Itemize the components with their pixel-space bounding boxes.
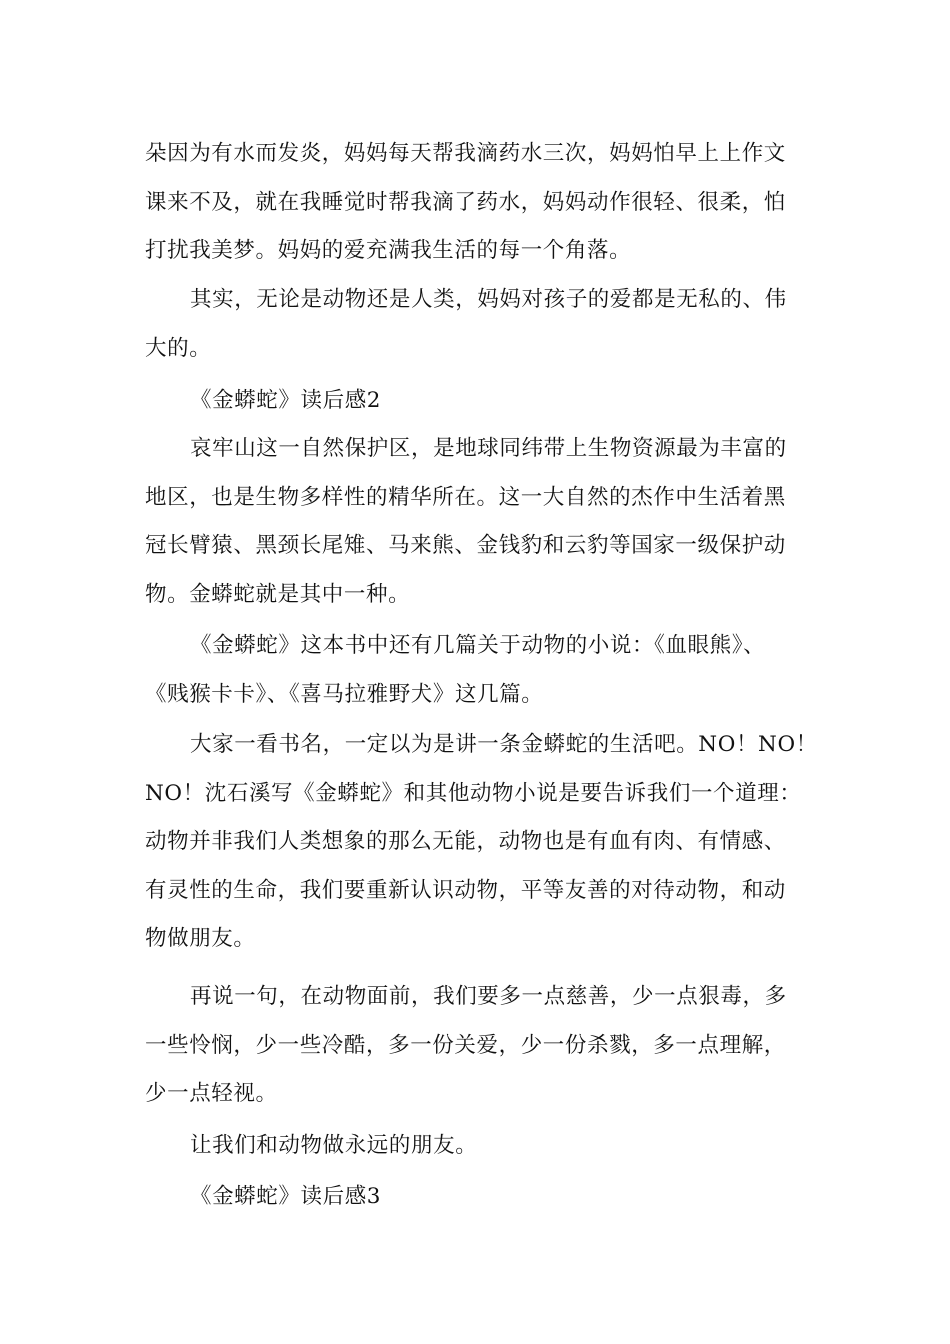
heading-text: 《金蟒蛇》读后感3 — [190, 1184, 382, 1209]
text-line: 大的。 — [145, 335, 212, 361]
text-line: 地区，也是生物多样性的精华所在。这一大自然的杰作中生活着黑 — [145, 484, 786, 510]
paragraph — [145, 721, 818, 964]
paragraph — [145, 622, 810, 719]
paragraph — [145, 973, 810, 1119]
section-heading — [145, 377, 810, 426]
text-line: 再说一句，在动物面前，我们要多一点慈善，少一点狠毒，多 — [190, 984, 787, 1009]
text-line: 让我们和动物做永远的朋友。 — [190, 1133, 478, 1158]
text-line: 冠长臂猿、黑颈长尾雉、马来熊、金钱豹和云豹等国家一级保护动 — [145, 533, 786, 558]
text-line: 朵因为有水而发炎，妈妈每天帮我滴药水三次，妈妈怕早上上作文 — [145, 141, 786, 166]
text-line: 少一点轻视。 — [145, 1081, 278, 1106]
text-line: 其实，无论是动物还是人类，妈妈对孩子的爱都是无私的、伟 — [190, 287, 787, 312]
text-line: 课来不及，就在我睡觉时帮我滴了药水，妈妈动作很轻、很柔，怕 — [145, 189, 786, 215]
text-line: 一些怜悯，少一些冷酷，多一份关爱，少一份杀戮，多一点理解， — [145, 1032, 786, 1058]
text-line: 哀牢山这一自然保护区，是地球同纬带上生物资源最为丰富的 — [190, 436, 787, 461]
text-line: 打扰我美梦。妈妈的爱充满我生活的每一个角落。 — [145, 238, 632, 263]
paragraph — [145, 425, 810, 619]
text-line: 《贱猴卡卡》、《喜马拉雅野犬》这几篇。 — [145, 681, 544, 707]
text-line: 有灵性的生命，我们要重新认识动物，平等友善的对待动物，和动 — [145, 877, 786, 903]
paragraph-continuation — [145, 130, 810, 276]
text-line: 物。金蟒蛇就是其中一种。 — [145, 581, 411, 607]
text-line: 物做朋友。 — [145, 926, 256, 951]
heading-text: 《金蟒蛇》读后感2 — [190, 388, 382, 413]
text-line: NO！沈石溪写《金蟒蛇》和其他动物小说是要告诉我们一个道理： — [145, 780, 802, 806]
paragraph — [145, 1122, 810, 1171]
paragraph — [145, 276, 810, 373]
text-line: 大家一看书名，一定以为是讲一条金蟒蛇的生活吧。NO！NO！ — [190, 732, 818, 757]
section-heading — [145, 1173, 810, 1222]
text-line: 动物并非我们人类想象的那么无能，动物也是有血有肉、有情感、 — [145, 829, 786, 854]
text-line: 《金蟒蛇》这本书中还有几篇关于动物的小说：《血眼熊》、 — [190, 633, 766, 658]
